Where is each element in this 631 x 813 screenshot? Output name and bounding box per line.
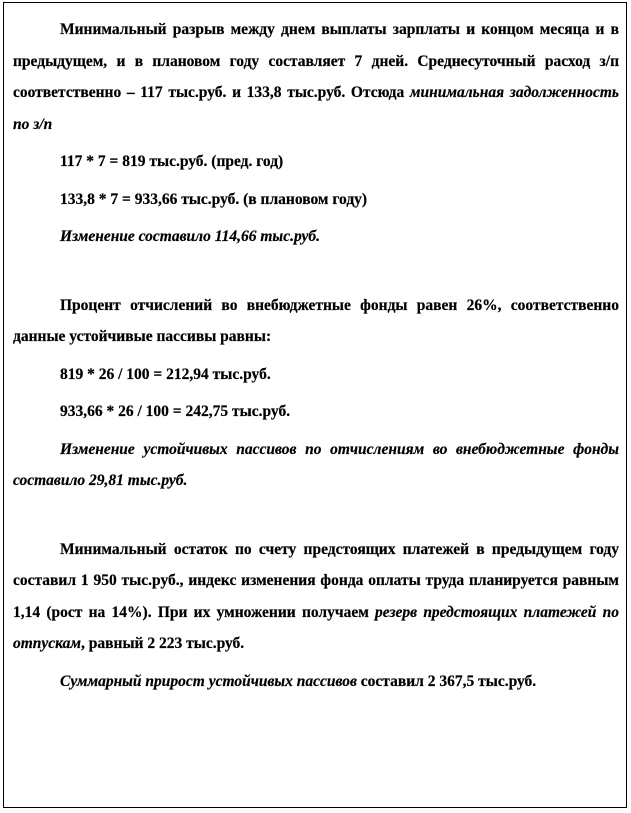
wages-paragraph xyxy=(13,14,619,140)
wages-paragraph-text: Минимальный разрыв между днем выплаты зарплаты и концом месяца и в предыдущем, и в плановом году составляет 7 дней. Среднесуточный расход з/п соответственно – 117 тыс.руб. и 133,8 тыс.руб. Отсюда xyxy=(13,21,619,101)
document-body xyxy=(13,14,619,697)
funds-change-result xyxy=(13,434,619,497)
reserve-paragraph-text: Минимальный остаток по счету предстоящих платежей в предыдущем году составил 1 950 тыс.руб., индекс изменения фонда оплаты труда планируется равным 1,14 (рост на 14%). При их умножении получаем xyxy=(13,540,619,621)
reserve-paragraph-tail: , равный 2 223 тыс.руб. xyxy=(81,635,245,652)
funds-calc-planned-year: 933,66 * 26 / 100 = 242,75 тыс.руб. xyxy=(60,403,291,420)
wages-calc-planned-year: 133,8 * 7 = 933,66 тыс.руб. (в плановом году) xyxy=(60,190,368,208)
funds-change-result-text: Изменение устойчивых пассивов по отчислениям во внебюджетные фонды составило 29,81 тыс.руб. xyxy=(13,440,619,489)
summary-tail: составил 2 367,5 тыс.руб. xyxy=(356,672,537,690)
reserve-paragraph xyxy=(13,534,619,660)
wages-paragraph-emphasis: минимальная задолженность по з/п xyxy=(13,84,619,133)
summary-paragraph xyxy=(13,666,619,698)
wages-calc-previous-year: 117 * 7 = 819 тыс.руб. (пред. год) xyxy=(60,153,284,170)
wages-change-result-text: Изменение составило 114,66 тыс.руб. xyxy=(60,228,320,245)
wages-change-result xyxy=(13,221,619,253)
reserve-paragraph-emphasis: резерв предстоящих платежей по отпускам xyxy=(13,603,619,652)
funds-paragraph: Процент отчислений во внебюджетные фонды равен 26%, соответственно данные устойчивые пассивы равны: xyxy=(13,296,619,345)
summary-emphasis: Суммарный прирост устойчивых пассивов xyxy=(60,672,357,690)
funds-calc-previous-year: 819 * 26 / 100 = 212,94 тыс.руб. xyxy=(60,365,271,383)
